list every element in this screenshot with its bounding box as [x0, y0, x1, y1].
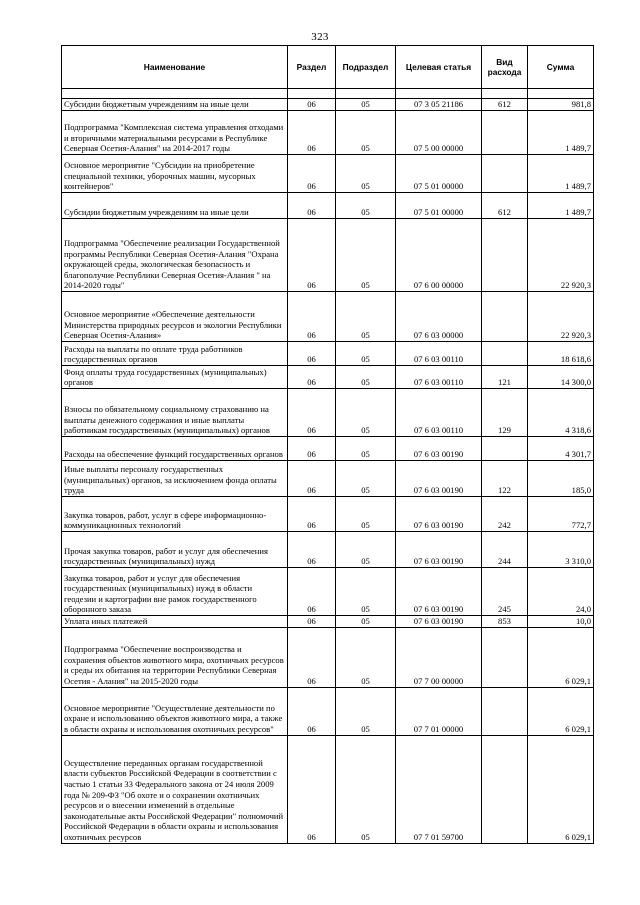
row-subsection: 05: [336, 687, 396, 735]
header-subsection: Подраздел: [336, 46, 396, 89]
row-expense-type: 129: [482, 389, 528, 437]
row-target: 07 6 03 00190: [396, 616, 482, 628]
row-section: 06: [288, 342, 336, 366]
row-subsection: 05: [336, 111, 396, 155]
row-section: 06: [288, 568, 336, 616]
row-section: 06: [288, 687, 336, 735]
row-subsection: 05: [336, 568, 396, 616]
row-amount: 22 920,3: [528, 219, 594, 292]
row-expense-type: [482, 219, 528, 292]
row-name: Основное мероприятие "Субсидии на приобретение специальной техники, уборочных машин, мусорных контейнеров": [62, 155, 288, 193]
table-row: [62, 111, 594, 155]
row-subsection: 05: [336, 461, 396, 497]
row-name: Прочая закупка товаров, работ и услуг для обеспечения государственных (муниципальных) нужд: [62, 532, 288, 568]
row-name: Подпрограмма "Обеспечение реализации Государственной программы Республики Северная Осетия-Алания "Охрана окружающей среды, экологическая безопасность и благополучие Республики Северная Осетия-Алания " на 2014-2020 годы": [62, 219, 288, 292]
row-amount: 22 920,3: [528, 292, 594, 342]
row-section: 06: [288, 389, 336, 437]
row-subsection: 05: [336, 99, 396, 111]
row-amount: 6 029,1: [528, 627, 594, 687]
row-expense-type: 245: [482, 568, 528, 616]
row-section: 06: [288, 735, 336, 843]
row-section: 06: [288, 627, 336, 687]
row-amount: 1 489,7: [528, 155, 594, 193]
row-subsection: 05: [336, 437, 396, 461]
row-section: 06: [288, 532, 336, 568]
header-expense-type: Вид расхода: [482, 46, 528, 89]
row-target: 07 7 00 00000: [396, 627, 482, 687]
row-subsection: 05: [336, 532, 396, 568]
row-amount: 6 029,1: [528, 687, 594, 735]
row-name: Основное мероприятие «Обеспечение деятельности Министерства природных ресурсов и экологии Республики Северная Осетия-Алания»: [62, 292, 288, 342]
row-name: Основное мероприятие "Осуществление деятельности по охране и использованию объектов животного мира, а также в области охраны и использования охотничьих ресурсов": [62, 687, 288, 735]
header-row: [62, 46, 594, 89]
row-expense-type: 122: [482, 461, 528, 497]
row-subsection: 05: [336, 735, 396, 843]
row-target: 07 6 03 00190: [396, 532, 482, 568]
row-name: Иные выплаты персоналу государственных (муниципальных) органов, за исключением фонда оплаты труда: [62, 461, 288, 497]
row-target: 07 6 03 00110: [396, 366, 482, 389]
row-name: Фонд оплаты труда государственных (муниципальных) органов: [62, 366, 288, 389]
table-row: [62, 532, 594, 568]
row-expense-type: [482, 735, 528, 843]
table-row: [62, 627, 594, 687]
row-expense-type: [482, 437, 528, 461]
row-section: 06: [288, 111, 336, 155]
row-name: Закупка товаров, работ, услуг в сфере информационно-коммуникационных технологий: [62, 497, 288, 532]
row-amount: 772,7: [528, 497, 594, 532]
table-row: [62, 616, 594, 628]
row-expense-type: 612: [482, 193, 528, 219]
row-target: 07 5 01 00000: [396, 155, 482, 193]
row-name: Субсидии бюджетным учреждениям на иные цели: [62, 99, 288, 111]
row-amount: 4 318,6: [528, 389, 594, 437]
table-row: [62, 389, 594, 437]
row-amount: 10,0: [528, 616, 594, 628]
row-name: Расходы на выплаты по оплате труда работников государственных органов: [62, 342, 288, 366]
row-name: Взносы по обязательному социальному страхованию на выплаты денежного содержания и иные выплаты работникам государственных (муниципальных) органов: [62, 389, 288, 437]
row-subsection: 05: [336, 497, 396, 532]
row-target: 07 6 03 00190: [396, 568, 482, 616]
row-section: 06: [288, 155, 336, 193]
spacer-row: [62, 89, 594, 99]
row-section: 06: [288, 497, 336, 532]
row-subsection: 05: [336, 366, 396, 389]
row-target: 07 7 01 59700: [396, 735, 482, 843]
table-row: [62, 193, 594, 219]
row-name: Субсидии бюджетным учреждениям на иные цели: [62, 193, 288, 219]
row-subsection: 05: [336, 292, 396, 342]
page-number: 323: [311, 31, 329, 43]
row-amount: 185,0: [528, 461, 594, 497]
row-target: 07 6 03 00110: [396, 389, 482, 437]
row-expense-type: 244: [482, 532, 528, 568]
row-amount: 981,8: [528, 99, 594, 111]
header-section: Раздел: [288, 46, 336, 89]
row-name: Осуществление переданных органам государственной власти субъектов Российской Федерации в соответствии с частью 1 статьи 33 Федерального закона от 24 июля 2009 года № 209-ФЗ "Об охоте и о сохранении охотничьих ресурсов и о внесении изменений в отдельные законодательные акты Российской Федерации" полномочий Российской Федерации в области охраны и использования охотничьих ресурсов: [62, 735, 288, 843]
row-expense-type: 242: [482, 497, 528, 532]
row-section: 06: [288, 99, 336, 111]
row-name: Закупка товаров, работ и услуг для обеспечения государственных (муниципальных) нужд в области геодезии и картографии вне рамок государственного оборонного заказа: [62, 568, 288, 616]
row-name: Уплата иных платежей: [62, 616, 288, 628]
row-target: 07 5 01 00000: [396, 193, 482, 219]
row-expense-type: [482, 111, 528, 155]
table-row: [62, 437, 594, 461]
row-name: Подпрограмма "Обеспечение воспроизводства и сохранения объектов животного мира, охотничьих ресурсов и среды их обитания на территории Республики Северная Осетия - Алания" на 2015-2020 годы: [62, 627, 288, 687]
row-amount: 6 029,1: [528, 735, 594, 843]
row-target: 07 7 01 00000: [396, 687, 482, 735]
header-target: Целевая статья: [396, 46, 482, 89]
row-amount: 18 618,6: [528, 342, 594, 366]
table-row: [62, 366, 594, 389]
table-row: [62, 497, 594, 532]
row-amount: 24,0: [528, 568, 594, 616]
row-target: 07 6 03 00190: [396, 461, 482, 497]
table-row: [62, 342, 594, 366]
row-amount: 3 310,0: [528, 532, 594, 568]
row-expense-type: [482, 155, 528, 193]
row-amount: 1 489,7: [528, 193, 594, 219]
row-section: 06: [288, 219, 336, 292]
row-subsection: 05: [336, 193, 396, 219]
row-target: 07 6 03 00190: [396, 437, 482, 461]
row-section: 06: [288, 366, 336, 389]
row-expense-type: [482, 342, 528, 366]
row-section: 06: [288, 616, 336, 628]
budget-table: [61, 45, 594, 844]
table-row: [62, 461, 594, 497]
row-section: 06: [288, 437, 336, 461]
row-target: 07 6 03 00190: [396, 497, 482, 532]
row-target: 07 6 03 00110: [396, 342, 482, 366]
row-expense-type: [482, 627, 528, 687]
row-section: 06: [288, 193, 336, 219]
table-row: [62, 155, 594, 193]
row-section: 06: [288, 292, 336, 342]
table-row: [62, 99, 594, 111]
row-target: 07 5 00 00000: [396, 111, 482, 155]
row-expense-type: 121: [482, 366, 528, 389]
row-amount: 1 489,7: [528, 111, 594, 155]
table-row: [62, 735, 594, 843]
row-expense-type: [482, 687, 528, 735]
table-row: [62, 568, 594, 616]
header-name: Наименование: [62, 46, 288, 89]
row-expense-type: [482, 292, 528, 342]
header-amount: Сумма: [528, 46, 594, 89]
row-subsection: 05: [336, 219, 396, 292]
row-target: 07 6 03 00000: [396, 292, 482, 342]
row-subsection: 05: [336, 616, 396, 628]
row-target: 07 3 05 21186: [396, 99, 482, 111]
row-expense-type: 853: [482, 616, 528, 628]
table-row: [62, 219, 594, 292]
row-name: Подпрограмма "Комплексная система управления отходами и вторичными материальными ресурсами в Республике Северная Осетия-Алания" на 2014-2017 годы: [62, 111, 288, 155]
row-section: 06: [288, 461, 336, 497]
row-amount: 14 300,0: [528, 366, 594, 389]
row-name: Расходы на обеспечение функций государственных органов: [62, 437, 288, 461]
table-row: [62, 292, 594, 342]
row-amount: 4 301,7: [528, 437, 594, 461]
table-row: [62, 687, 594, 735]
row-target: 07 6 00 00000: [396, 219, 482, 292]
row-subsection: 05: [336, 389, 396, 437]
row-subsection: 05: [336, 342, 396, 366]
row-expense-type: 612: [482, 99, 528, 111]
row-subsection: 05: [336, 155, 396, 193]
row-subsection: 05: [336, 627, 396, 687]
